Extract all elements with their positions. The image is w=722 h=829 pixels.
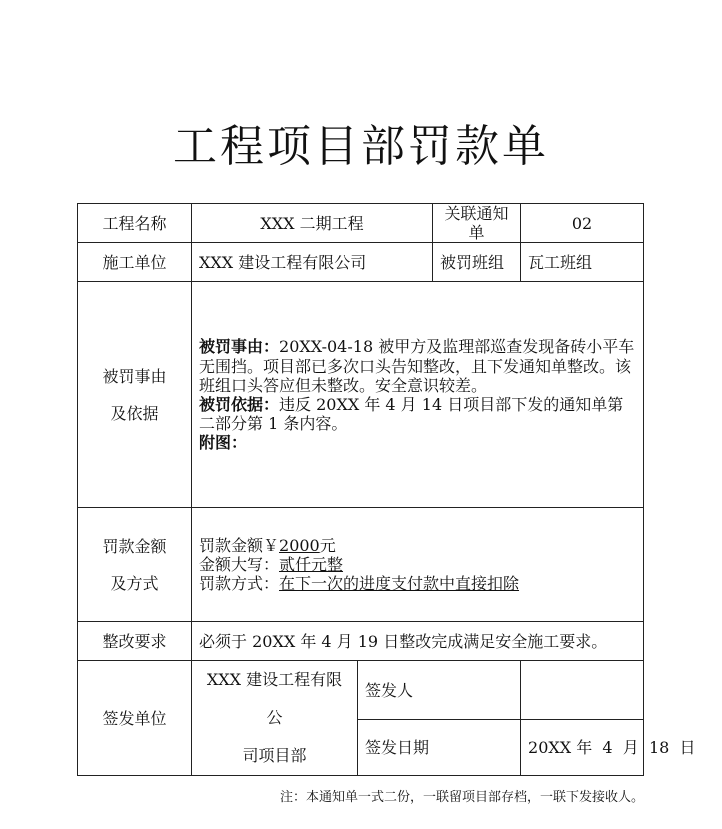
fine-capital-label: 金额大写： (199, 555, 280, 575)
rectification-label: 整改要求 (78, 622, 192, 661)
cause-paragraph (199, 337, 636, 395)
notice-value: 02 (521, 204, 644, 243)
penalty-form-table (77, 203, 696, 776)
fine-capital (199, 555, 636, 574)
contractor-label: 施工单位 (78, 243, 192, 282)
fine-content (192, 508, 644, 622)
row-rectification (78, 622, 644, 661)
row-issuer-top (78, 661, 644, 720)
row-project-name (78, 204, 644, 243)
fine-amount-label: 罚款金额￥ (199, 536, 280, 556)
fine-label-line1: 罚款金额 (102, 536, 167, 556)
basis-text: 违反 20XX 年 4 月 14 日项目部下发的通知单第二部分第 1 条内容。 (199, 394, 624, 434)
page-title: 工程项目部罚款单 (173, 121, 549, 172)
project-name-value: XXX 二期工程 (192, 204, 433, 243)
issuer-unit-line1: XXX 建设工程有限公 (206, 670, 343, 728)
basis-label: 被罚依据： (199, 394, 280, 414)
cause-text: 20XX-04-18 被甲方及监理部巡查发现备砖小平车无围挡。项目部已多次口头告知整改，且下发通知单整改。该班组口头答应但未整改。安全意识较差。 (199, 337, 635, 395)
project-name-label: 工程名称 (78, 204, 192, 243)
fine-label (78, 508, 192, 622)
date-value: 20XX 年 4 月 18 日 (521, 720, 644, 776)
date-label: 签发日期 (358, 720, 521, 776)
attachment-label: 附图： (199, 433, 248, 453)
fine-amount-value: 2000 (279, 536, 320, 556)
fine-amount (199, 536, 636, 555)
issuer-label: 签发单位 (78, 661, 192, 776)
row-reason (78, 282, 644, 508)
fine-label-line2: 及方式 (110, 573, 159, 593)
fine-method-value: 在下一次的进度支付款中直接扣除 (279, 574, 520, 594)
fine-capital-value: 贰仟元整 (279, 555, 344, 575)
notice-label: 关联通知单 (433, 204, 521, 243)
signer-label: 签发人 (358, 661, 521, 720)
issuer-unit-line2: 司项目部 (242, 746, 307, 766)
reason-content (192, 282, 644, 508)
attachment-paragraph (199, 433, 636, 452)
row-fine (78, 508, 644, 622)
reason-label-line2: 及依据 (110, 403, 159, 423)
basis-paragraph (199, 395, 636, 433)
cause-label: 被罚事由： (199, 337, 280, 357)
contractor-value: XXX 建设工程有限公司 (192, 243, 433, 282)
rectification-value: 必须于 20XX 年 4 月 19 日整改完成满足安全施工要求。 (192, 622, 644, 661)
reason-label-line1: 被罚事由 (102, 366, 167, 386)
team-value: 瓦工班组 (521, 243, 644, 282)
signer-value (521, 661, 644, 720)
footer-note: 注：本通知单一式二份，一联留项目部存档，一联下发接收人。 (279, 790, 644, 805)
team-label: 被罚班组 (433, 243, 521, 282)
issuer-unit (192, 661, 358, 776)
row-contractor (78, 243, 644, 282)
fine-method (199, 574, 636, 593)
fine-amount-unit: 元 (319, 536, 336, 556)
reason-label (78, 282, 192, 508)
fine-method-label: 罚款方式： (199, 574, 280, 594)
